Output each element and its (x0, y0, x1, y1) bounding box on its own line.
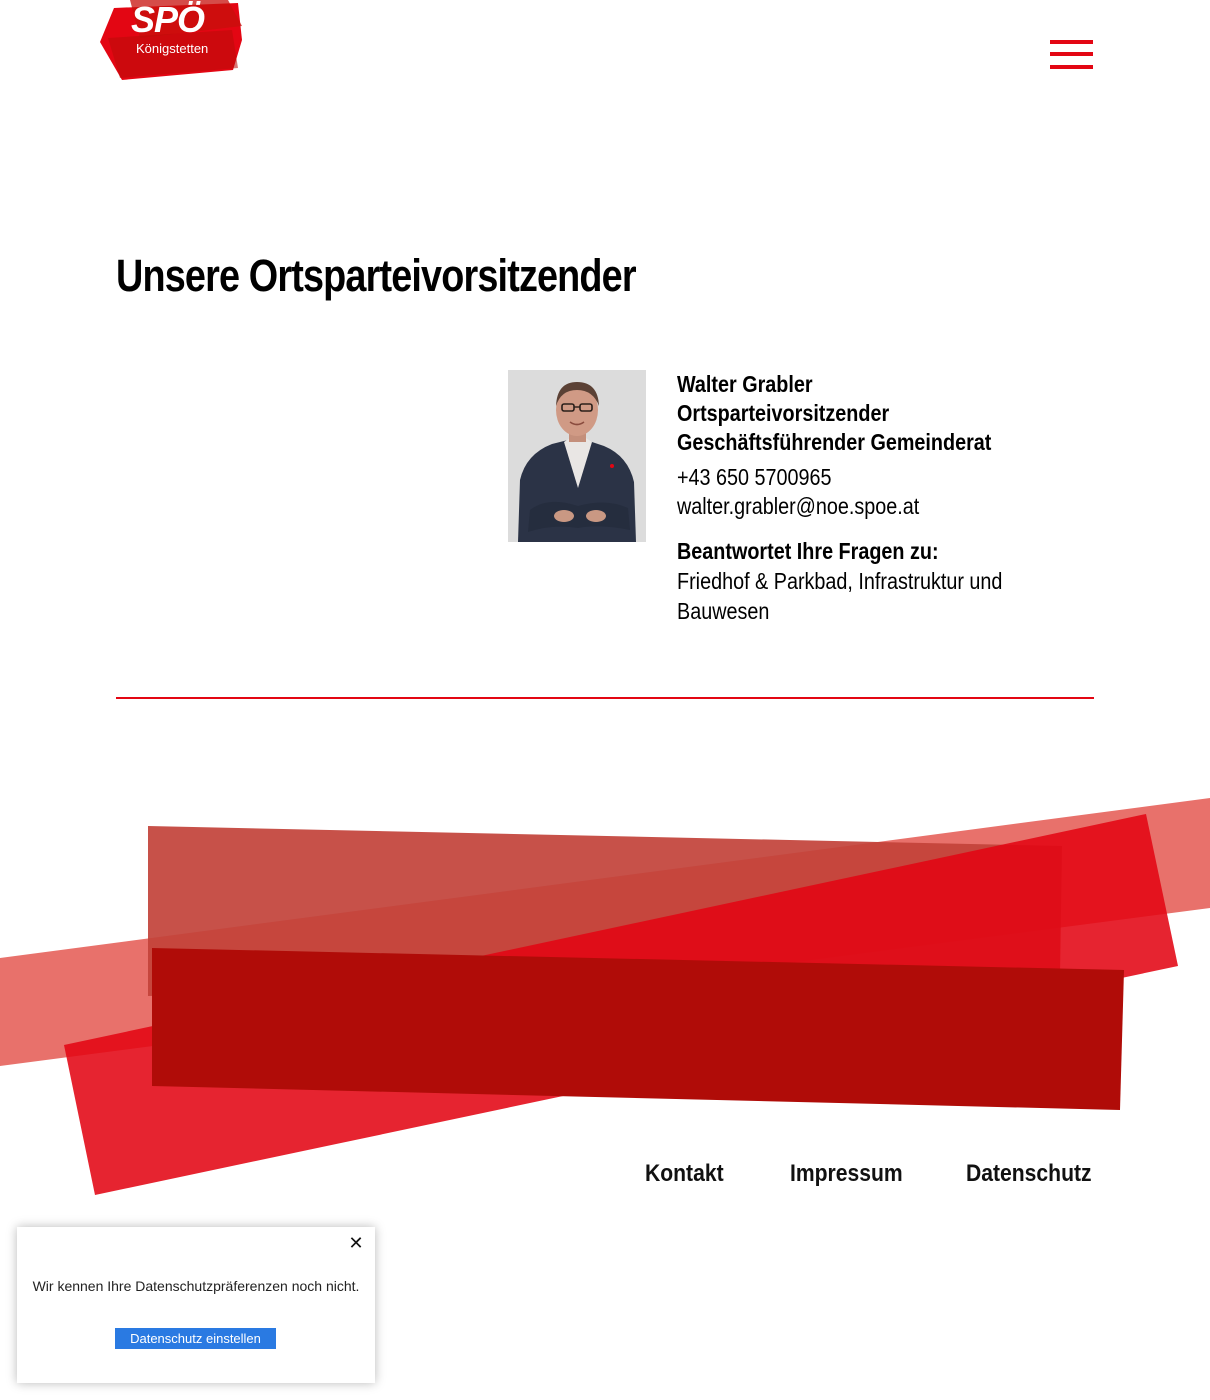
topics-text: Friedhof & Parkbad, Infrastruktur und Bauwesen (677, 568, 1003, 624)
section-divider (116, 697, 1094, 699)
menu-bar (1050, 40, 1093, 44)
page-title: Unsere Ortsparteivorsitzender (116, 250, 636, 301)
logo-subtitle: Königstetten (136, 41, 209, 56)
person-name: Walter Grabler (677, 371, 813, 397)
close-icon[interactable]: ✕ (348, 1233, 364, 1254)
person-position: Geschäftsführender Gemeinderat (677, 429, 992, 455)
person-info (677, 370, 1097, 626)
hamburger-menu-icon[interactable] (1048, 38, 1094, 72)
topics-heading: Beantwortet Ihre Fragen zu: (677, 538, 939, 564)
menu-bar (1050, 65, 1093, 69)
footer-link-datenschutz[interactable]: Datenschutz (966, 1160, 1092, 1187)
cookie-banner (17, 1227, 375, 1383)
person-role: Ortsparteivorsitzender (677, 400, 890, 426)
footer-nav (0, 1160, 1210, 1200)
decorative-red-stripes (0, 790, 1210, 1210)
footer-link-kontakt[interactable]: Kontakt (645, 1160, 724, 1187)
person-photo (508, 370, 646, 542)
footer-link-impressum[interactable]: Impressum (790, 1160, 903, 1187)
phone-link[interactable]: +43 650 5700965 (677, 464, 832, 490)
cookie-message: Wir kennen Ihre Datenschutzpräferenzen noch nicht. (32, 1278, 360, 1294)
logo-wordmark: SPÖ (131, 0, 205, 40)
privacy-settings-button[interactable]: Datenschutz einstellen (115, 1328, 276, 1349)
email-link[interactable]: walter.grabler@noe.spoe.at (677, 493, 920, 519)
menu-bar (1050, 52, 1093, 56)
